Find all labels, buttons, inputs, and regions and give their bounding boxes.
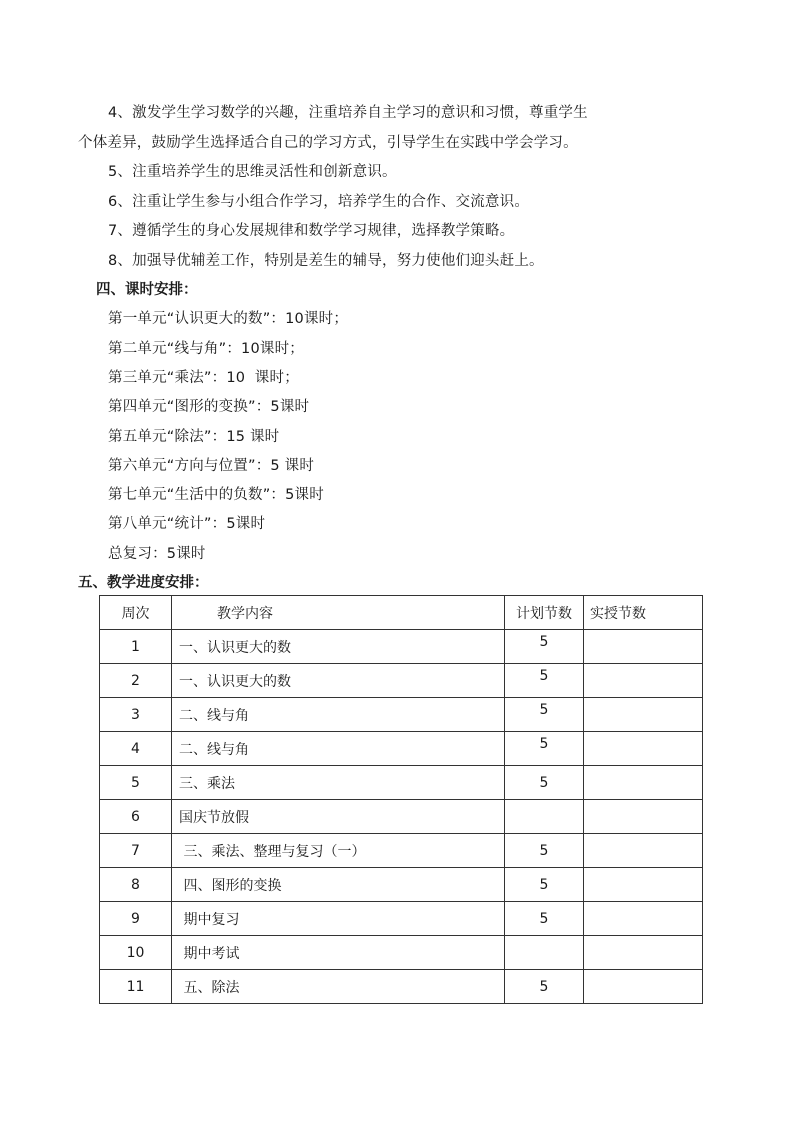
cell-planned: 5 (505, 902, 584, 936)
cell-planned: 5 (505, 732, 584, 766)
paragraph-5: 5、注重培养学生的思维灵活性和创新意识。 (108, 164, 397, 180)
unit-item-1: 第一单元“认识更大的数”：10课时； (108, 311, 349, 327)
cell-content: 五、除法 (172, 970, 505, 1004)
cell-actual (584, 664, 703, 698)
table-header-row (100, 596, 703, 630)
table-row (100, 902, 703, 936)
cell-content: 三、乘法、整理与复习（一） (172, 834, 505, 868)
header-week: 周次 (100, 596, 172, 630)
cell-content: 一、认识更大的数 (172, 664, 505, 698)
unit-item-8: 第八单元“统计”：5课时 (108, 516, 266, 532)
cell-actual (584, 800, 703, 834)
cell-content: 国庆节放假 (172, 800, 505, 834)
header-planned: 计划节数 (505, 596, 584, 630)
paragraph-4-line-2: 个体差异，鼓励学生选择适合自己的学习方式，引导学生在实践中学会学习。 (78, 135, 578, 151)
section-5-heading: 五、教学进度安排： (78, 575, 209, 591)
cell-actual (584, 868, 703, 902)
unit-item-6: 第六单元“方向与位置”：5 课时 (108, 458, 315, 474)
cell-week: 2 (100, 664, 172, 698)
cell-planned: 5 (505, 868, 584, 902)
table-row (100, 766, 703, 800)
table-row (100, 630, 703, 664)
cell-week: 6 (100, 800, 172, 834)
section-4-heading: 四、课时安排： (96, 282, 198, 298)
cell-week: 8 (100, 868, 172, 902)
cell-week: 11 (100, 970, 172, 1004)
cell-week: 4 (100, 732, 172, 766)
cell-content: 一、认识更大的数 (172, 630, 505, 664)
cell-content: 三、乘法 (172, 766, 505, 800)
cell-week: 1 (100, 630, 172, 664)
paragraph-6: 6、注重让学生参与小组合作学习，培养学生的合作、交流意识。 (108, 194, 530, 210)
cell-week: 9 (100, 902, 172, 936)
cell-week: 10 (100, 936, 172, 970)
header-content: 教学内容 (172, 596, 505, 630)
cell-planned: 5 (505, 834, 584, 868)
cell-actual (584, 630, 703, 664)
unit-item-2: 第二单元“线与角”：10课时； (108, 341, 304, 357)
cell-actual (584, 698, 703, 732)
cell-week: 7 (100, 834, 172, 868)
cell-planned (505, 800, 584, 834)
review-item: 总复习：5课时 (108, 546, 206, 562)
cell-content: 期中复习 (172, 902, 505, 936)
header-actual: 实授节数 (584, 596, 703, 630)
cell-planned (505, 936, 584, 970)
cell-planned: 5 (505, 698, 584, 732)
cell-week: 3 (100, 698, 172, 732)
cell-planned: 5 (505, 664, 584, 698)
table-row (100, 868, 703, 902)
unit-item-3: 第三单元“乘法”：10 课时； (108, 370, 299, 386)
table-row (100, 732, 703, 766)
cell-planned: 5 (505, 970, 584, 1004)
cell-content: 期中考试 (172, 936, 505, 970)
cell-actual (584, 732, 703, 766)
table-row (100, 698, 703, 732)
table-row (100, 970, 703, 1004)
cell-content: 二、线与角 (172, 698, 505, 732)
table-row (100, 800, 703, 834)
cell-planned: 5 (505, 766, 584, 800)
cell-actual (584, 970, 703, 1004)
paragraph-4-line-1: 4、激发学生学习数学的兴趣，注重培养自主学习的意识和习惯，尊重学生 (108, 105, 588, 121)
cell-actual (584, 834, 703, 868)
cell-actual (584, 936, 703, 970)
cell-week: 5 (100, 766, 172, 800)
table-row (100, 936, 703, 970)
cell-content: 二、线与角 (172, 732, 505, 766)
unit-item-5: 第五单元“除法”：15 课时 (108, 429, 280, 445)
cell-actual (584, 766, 703, 800)
table-row (100, 834, 703, 868)
paragraph-7: 7、遵循学生的身心发展规律和数学学习规律，选择教学策略。 (108, 223, 515, 239)
unit-item-7: 第七单元“生活中的负数”：5课时 (108, 487, 324, 503)
unit-item-4: 第四单元“图形的变换”：5课时 (108, 399, 310, 415)
paragraph-8: 8、加强导优辅差工作，特别是差生的辅导，努力使他们迎头赶上。 (108, 253, 544, 269)
cell-planned: 5 (505, 630, 584, 664)
cell-content: 四、图形的变换 (172, 868, 505, 902)
schedule-table (99, 595, 703, 1004)
table-row (100, 664, 703, 698)
cell-actual (584, 902, 703, 936)
